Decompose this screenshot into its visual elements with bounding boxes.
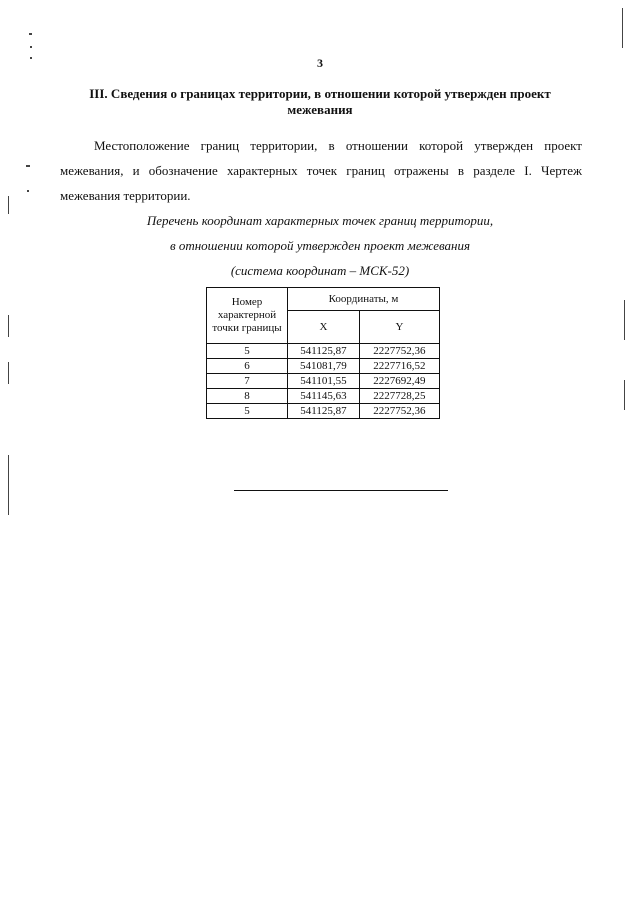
cell-x: 541125,87 [288,344,360,359]
scan-mark [624,380,625,410]
header-coordinates: Координаты, м [288,288,440,311]
table-row [207,374,440,389]
cell-point: 7 [207,374,288,389]
header-x: X [288,311,360,344]
scan-mark [30,46,32,48]
scan-mark [8,196,9,214]
scan-mark [26,165,30,167]
scan-mark [8,455,9,515]
table-caption-line-2: в отношении которой утвержден проект межевания [169,238,471,253]
table-row [207,389,440,404]
table-caption-line-1: Перечень координат характерных точек границ территории, [146,213,494,228]
cell-point: 6 [207,359,288,374]
cell-point: 8 [207,389,288,404]
scan-mark [624,300,625,340]
cell-y: 2227692,49 [359,374,439,389]
header-y: Y [359,311,439,344]
scan-mark [27,190,29,192]
scan-mark [622,8,623,48]
scan-mark [8,315,9,337]
cell-y: 2227752,36 [359,404,439,419]
cell-y: 2227728,25 [359,389,439,404]
cell-x: 541101,55 [288,374,360,389]
coordinates-table [206,287,440,419]
table-row [207,359,440,374]
cell-x: 541145,63 [288,389,360,404]
section-title: III. Сведения о границах территории, в отношении которой утвержден проект межевания [89,86,551,117]
scan-mark [29,33,32,35]
cell-x: 541081,79 [288,359,360,374]
table-row [207,344,440,359]
table-row [207,404,440,419]
header-point-number: Номер характерной точки границы [207,288,288,344]
scan-mark [8,362,9,384]
table-caption-line-3: (система координат – МСК-52) [230,263,410,278]
page-number: 3 [317,56,323,70]
cell-point: 5 [207,404,288,419]
cell-y: 2227752,36 [359,344,439,359]
cell-point: 5 [207,344,288,359]
separator-line [234,490,448,491]
body-paragraph: Местоположение границ территории, в отношении которой утвержден проект межевания, и обозначение характерных точек границ отражены в разделе I. Чертеж межевания территории. [60,138,582,203]
cell-y: 2227716,52 [359,359,439,374]
scan-mark [30,57,32,59]
cell-x: 541125,87 [288,404,360,419]
